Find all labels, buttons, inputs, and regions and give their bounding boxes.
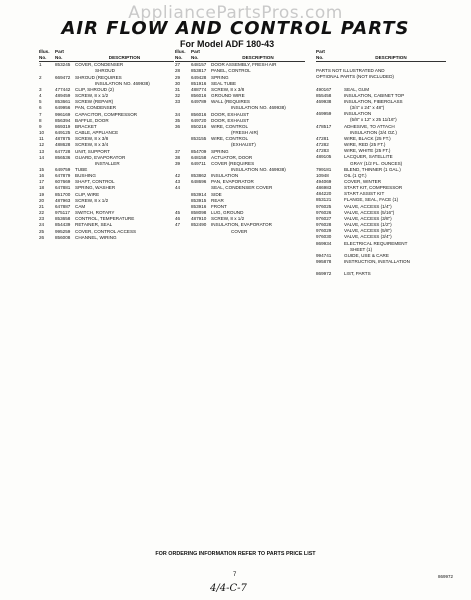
part-number: 649789	[191, 99, 207, 105]
part-description: DOOR, EXHAUST	[211, 117, 250, 123]
part-number	[185, 229, 211, 235]
part-description: GUIDE, USE & CARE	[344, 252, 389, 258]
part-number: 995878	[316, 259, 332, 264]
part-description: CHANNEL, WIRING	[75, 234, 117, 240]
part-description: VALVE, ACCESS (3/4")	[344, 234, 392, 240]
part-description: SCREW, 8 x 3/8	[211, 86, 245, 92]
part-number: 669472	[55, 74, 71, 80]
illus-number: 29	[175, 74, 181, 80]
part-description: INSULATION, CABINET TOP	[344, 92, 405, 98]
illus-number: 25	[39, 228, 45, 234]
part-number: 855458	[316, 92, 332, 98]
part-number: 489459	[55, 93, 71, 99]
part-description: REAR	[211, 197, 224, 203]
part-description: SCREW, 8 x 1/2	[211, 216, 245, 222]
part-number: 856536	[55, 154, 71, 160]
part-number: 976026	[316, 209, 332, 215]
parts-column-3	[316, 49, 446, 277]
illus-number: 33	[175, 99, 181, 105]
part-description: CONTROL, TEMPERATURE	[75, 216, 135, 222]
part-description: PAN, CONDENSER	[75, 105, 117, 111]
header-description: DESCRIPTION	[375, 55, 407, 61]
part-description: CAPACITOR, COMPRESSOR	[75, 111, 138, 117]
part-row	[175, 229, 305, 235]
part-description: COVER, CONTROL ACCESS	[75, 228, 137, 234]
part-description: COVER, CONDENSER	[75, 62, 124, 68]
part-number: 488774	[191, 86, 207, 92]
part-number: 856394	[55, 117, 71, 123]
header-description: DESCRIPTION	[108, 55, 141, 61]
part-number: 649428	[191, 74, 207, 80]
part-number: 649759	[55, 166, 71, 172]
part-description: (3/4" x 24" x 48")	[350, 105, 385, 111]
part-description: ADHESIVE, TO ATTACH	[344, 123, 395, 129]
illus-number: 37	[175, 148, 181, 154]
illus-number: 42	[175, 173, 181, 179]
part-description: BLEND, THINNER (1 GAL.)	[344, 166, 401, 172]
part-number: 47282	[316, 142, 329, 148]
column-header	[316, 55, 446, 62]
part-number: 856016	[191, 111, 207, 117]
part-description: WIRE, CONTROL	[211, 136, 249, 142]
not-illustrated-note	[316, 68, 446, 80]
illus-number: 39	[175, 160, 181, 166]
part-description: INSULATION NO. 469938)	[95, 80, 150, 86]
illus-number: 26	[39, 234, 45, 240]
part-row	[316, 271, 446, 277]
part-number: 975117	[55, 210, 70, 216]
part-description: INSULATION	[344, 111, 372, 117]
part-number: 494069	[316, 178, 332, 184]
part-description: COVER (REQUIRES	[211, 160, 255, 166]
illus-number: 2	[39, 74, 42, 80]
part-number: 486983	[316, 185, 332, 191]
part-description: ELECTRICAL REQUIREMENT	[344, 240, 408, 246]
illus-number: 32	[175, 93, 181, 99]
part-description: CLIP, SHROUD (2)	[75, 86, 114, 92]
illus-number: 34	[175, 111, 181, 117]
header-no: No.	[316, 55, 324, 61]
parts-column-2	[175, 49, 305, 235]
part-description: DOOR ASSEMBLY, FRESH AIR	[211, 62, 277, 68]
illus-number: 19	[39, 191, 45, 197]
part-number: 649711	[191, 160, 206, 166]
part-description: SWITCH, ROTARY	[75, 210, 115, 216]
column-header	[175, 55, 305, 62]
illus-number: 35	[175, 117, 181, 123]
header-description: DESCRIPTION	[242, 55, 274, 61]
part-row	[39, 235, 174, 241]
part-description: SCREW, 8 x 3/4	[75, 142, 109, 148]
part-description: VALVE, ACCESS (5/8")	[344, 228, 392, 234]
part-description: TUBE	[75, 166, 88, 172]
part-number: 869972	[316, 271, 332, 277]
part-number: 853121	[316, 197, 332, 203]
part-number: 854439	[55, 222, 71, 228]
illus-number: 1	[39, 62, 42, 68]
header-no: No.	[175, 55, 183, 61]
part-description: SHAFT, CONTROL	[75, 179, 115, 185]
part-number: 489105	[316, 154, 332, 160]
part-description: PAN, EVAPORATOR	[211, 179, 254, 185]
illus-number: 4	[39, 93, 42, 99]
part-description: COVER	[231, 228, 248, 234]
illus-number: 30	[175, 80, 181, 86]
page-title: AIR FLOW AND CONTROL PARTS	[61, 18, 410, 39]
part-number: 858098	[191, 210, 207, 216]
part-description: SEAL, CONDENSER COVER	[211, 185, 273, 191]
illus-number: 17	[39, 179, 45, 185]
part-description: WIRE, BLACK (25 FT.)	[344, 135, 391, 141]
illus-number: 24	[39, 222, 45, 228]
illus-number: 27	[175, 62, 181, 68]
part-description: LACQUER, SATELLITE	[344, 154, 393, 160]
part-description: GUARD, EVAPORATOR	[75, 154, 126, 160]
part-description: VALVE, ACCESS (1/2")	[344, 222, 392, 228]
part-number: 647728	[55, 148, 71, 154]
part-description: SPRING	[211, 74, 229, 80]
part-number: 853862	[191, 173, 207, 179]
illus-number: 36	[175, 123, 181, 129]
part-description: INSULATION (3/4 OZ.)	[350, 129, 397, 135]
illus-number: 46	[175, 216, 181, 222]
illus-number: 20	[39, 197, 45, 203]
illus-number: 10	[39, 130, 45, 136]
part-number: 484220	[316, 191, 332, 197]
part-number: 995259	[55, 228, 71, 234]
part-number: 869319	[55, 123, 71, 129]
illus-number: 15	[39, 166, 45, 172]
illus-number: 6	[39, 105, 42, 111]
part-number: 853916	[191, 203, 207, 209]
part-number: 648696	[191, 179, 207, 185]
part-number: 976025	[316, 203, 332, 209]
illus-number: 9	[39, 123, 42, 129]
part-description: FRONT	[211, 203, 227, 209]
part-number: 487910	[191, 216, 207, 222]
part-number: 976030	[316, 234, 332, 240]
illus-number: 3	[39, 86, 42, 92]
part-number: 648157	[191, 62, 207, 68]
parts-column-1	[39, 49, 174, 241]
part-number: 976028	[316, 222, 332, 228]
part-number: 854709	[191, 148, 207, 154]
page-code: 869972	[438, 574, 454, 579]
part-number: 799181	[316, 166, 332, 172]
illus-number: 7	[39, 111, 42, 117]
part-description: SCREW, 8 x 1/2	[75, 197, 109, 203]
part-description: DOOR, EXHAUST	[211, 111, 250, 117]
page-subtitle: For Model ADF 180-43	[180, 39, 275, 49]
part-description: INSTRUCTION, INSTALLATION	[344, 259, 410, 264]
part-number: 856016	[191, 93, 207, 99]
page-number: 7	[233, 572, 237, 578]
part-description: ACTUATOR, DOOR	[211, 154, 253, 160]
part-number: 856008	[55, 234, 71, 240]
illus-number: 11	[39, 136, 44, 142]
part-number: 853817	[191, 68, 207, 74]
part-description: START KIT, COMPRESSOR	[344, 185, 403, 191]
illus-number: 18	[39, 185, 45, 191]
part-number: 976027	[316, 215, 332, 221]
illus-number: 12	[39, 142, 45, 148]
part-number: 649125	[55, 130, 71, 136]
part-description: VALVE, ACCESS (1/4")	[344, 203, 392, 209]
part-number: 649956	[55, 105, 71, 111]
part-number: 478517	[316, 123, 332, 129]
part-description: BAFFLE, DOOR	[75, 117, 109, 123]
part-number: 477442	[55, 86, 71, 92]
part-number: 994741	[316, 252, 332, 258]
part-description: INSULATION, FIBERGLASS	[344, 98, 403, 104]
part-number: 976029	[316, 228, 332, 234]
part-description: SHROUD (REQUIRES	[75, 74, 122, 80]
illus-number: 23	[39, 216, 45, 222]
illus-number: 31	[175, 86, 181, 92]
part-description: GROUND WIRE	[211, 93, 245, 99]
header-part: Part	[191, 49, 200, 54]
part-description: COVER, WINTER	[344, 178, 382, 184]
part-description: VALVE, ACCESS (5/16")	[344, 209, 395, 215]
illus-number: 38	[175, 154, 181, 160]
part-description: FLANGE, SEAL, FACE (1)	[344, 197, 399, 203]
part-description: (5/8" x 12" x 25 11/16")	[350, 117, 397, 123]
part-description: BRACKET	[75, 123, 97, 129]
illus-number: 43	[175, 179, 181, 185]
ordering-info-footer: FOR ORDERING INFORMATION REFER TO PARTS PRICE LIST	[155, 551, 316, 557]
part-description: SEAL, GUM	[344, 86, 370, 92]
part-description: INSULATION NO. 469938)	[231, 105, 286, 111]
illus-number: 8	[39, 117, 42, 123]
part-number: 647881	[55, 185, 71, 191]
part-number: 647887	[55, 203, 71, 209]
part-description: INSULATION, EVAPORATOR	[211, 222, 272, 228]
header-part: Part	[316, 49, 325, 54]
part-number: 47283	[316, 148, 329, 154]
part-description: (EXHAUST)	[231, 142, 256, 148]
handwritten-note: 4/4-C-7	[210, 583, 247, 594]
part-description: UNIT, SUPPORT	[75, 148, 110, 154]
part-description: SEAL TUBE	[211, 80, 237, 86]
part-description: CABLE, APPLIANCE	[75, 130, 119, 136]
part-description: SCREW, 8 x 3/8	[75, 136, 109, 142]
illus-number: 13	[39, 148, 45, 154]
part-number: 648158	[191, 154, 207, 160]
part-description: SIDE	[211, 191, 222, 197]
part-description: INSULATION	[211, 173, 239, 179]
part-description: RETAINER, SEAL	[75, 222, 113, 228]
part-number: 469938	[316, 98, 332, 104]
part-number: 853915	[191, 197, 207, 203]
illus-number: 45	[175, 210, 181, 216]
part-description: SCREW (REPAIR)	[75, 99, 114, 105]
part-number: 469959	[316, 111, 332, 117]
header-illus: Illus.	[175, 49, 186, 54]
part-number: 853914	[191, 191, 207, 197]
header-no: No.	[39, 55, 47, 61]
part-number: 850216	[191, 123, 207, 129]
part-description: CLIP, WIRE	[75, 191, 100, 197]
part-number: 851700	[55, 191, 71, 197]
part-number: 996169	[55, 111, 71, 117]
part-number: 490167	[316, 86, 332, 92]
part-number: 647879	[55, 173, 71, 179]
note-line: PARTS NOT ILLUSTRATED AND	[316, 68, 385, 74]
illus-number: 21	[39, 203, 45, 209]
illus-number: 28	[175, 68, 181, 74]
part-description: WIRE, RED (25 FT.)	[344, 142, 386, 148]
header-part: Part	[55, 49, 64, 54]
illus-number: 16	[39, 173, 45, 179]
header-no: No.	[55, 55, 63, 61]
part-number: 853245	[55, 62, 71, 68]
part-number: 851916	[191, 80, 207, 86]
part-description: INSULATION NO. 469938)	[231, 166, 286, 172]
illus-number: 14	[39, 154, 45, 160]
illus-number: 22	[39, 210, 45, 216]
part-number: 853155	[191, 136, 207, 142]
part-description: GRAY (1/2 FL. OUNCES)	[350, 160, 403, 166]
part-description: SPRING	[211, 148, 229, 154]
part-number: 488628	[55, 142, 71, 148]
part-description: START ASSIST KIT	[344, 191, 385, 197]
part-number: 869934	[316, 240, 332, 246]
part-number: 853661	[55, 99, 71, 105]
illus-number: 5	[39, 99, 42, 105]
part-description: INSTALLER	[95, 160, 120, 166]
part-number: 607669	[55, 179, 71, 185]
part-number: 47281	[316, 135, 329, 141]
part-description: WALL (REQUIRES	[211, 99, 250, 105]
part-description: SHROUD	[95, 68, 115, 74]
header-illus: Illus.	[39, 49, 50, 54]
header-no: No.	[191, 55, 199, 61]
part-number: 852490	[191, 222, 207, 228]
part-number: 10948	[316, 172, 329, 178]
part-description: OIL (1 QT.)	[344, 172, 367, 178]
note-line: OPTIONAL PARTS (NOT INCLUDED)	[316, 74, 394, 80]
part-description: PANEL, CONTROL	[211, 68, 251, 74]
part-description: LUG, GROUND	[211, 210, 244, 216]
part-description: VALVE, ACCESS (3/8")	[344, 215, 392, 221]
illus-number: 47	[175, 222, 181, 228]
part-description: BUSHING	[75, 173, 96, 179]
part-description: LIST, PARTS	[344, 271, 371, 277]
part-number: 649720	[191, 117, 207, 123]
part-description: WIRE, CONTROL	[211, 123, 249, 129]
part-description: SHEET (1)	[350, 246, 373, 252]
part-description: WIRE, WHITE (25 FT.)	[344, 148, 391, 154]
watermark: AppliancePartsPros.com	[128, 3, 343, 23]
illus-number: 44	[175, 185, 181, 191]
part-description: CAM	[75, 203, 86, 209]
part-number: 487875	[55, 136, 71, 142]
column-header	[39, 55, 174, 62]
part-number: 853658	[55, 216, 71, 222]
part-description: SPRING, WASHER	[75, 185, 116, 191]
part-number: 487963	[55, 197, 71, 203]
part-description: (FRESH AIR)	[231, 130, 259, 136]
illus-number	[175, 229, 185, 235]
part-description: SCREW, 8 x 1/2	[75, 93, 109, 99]
